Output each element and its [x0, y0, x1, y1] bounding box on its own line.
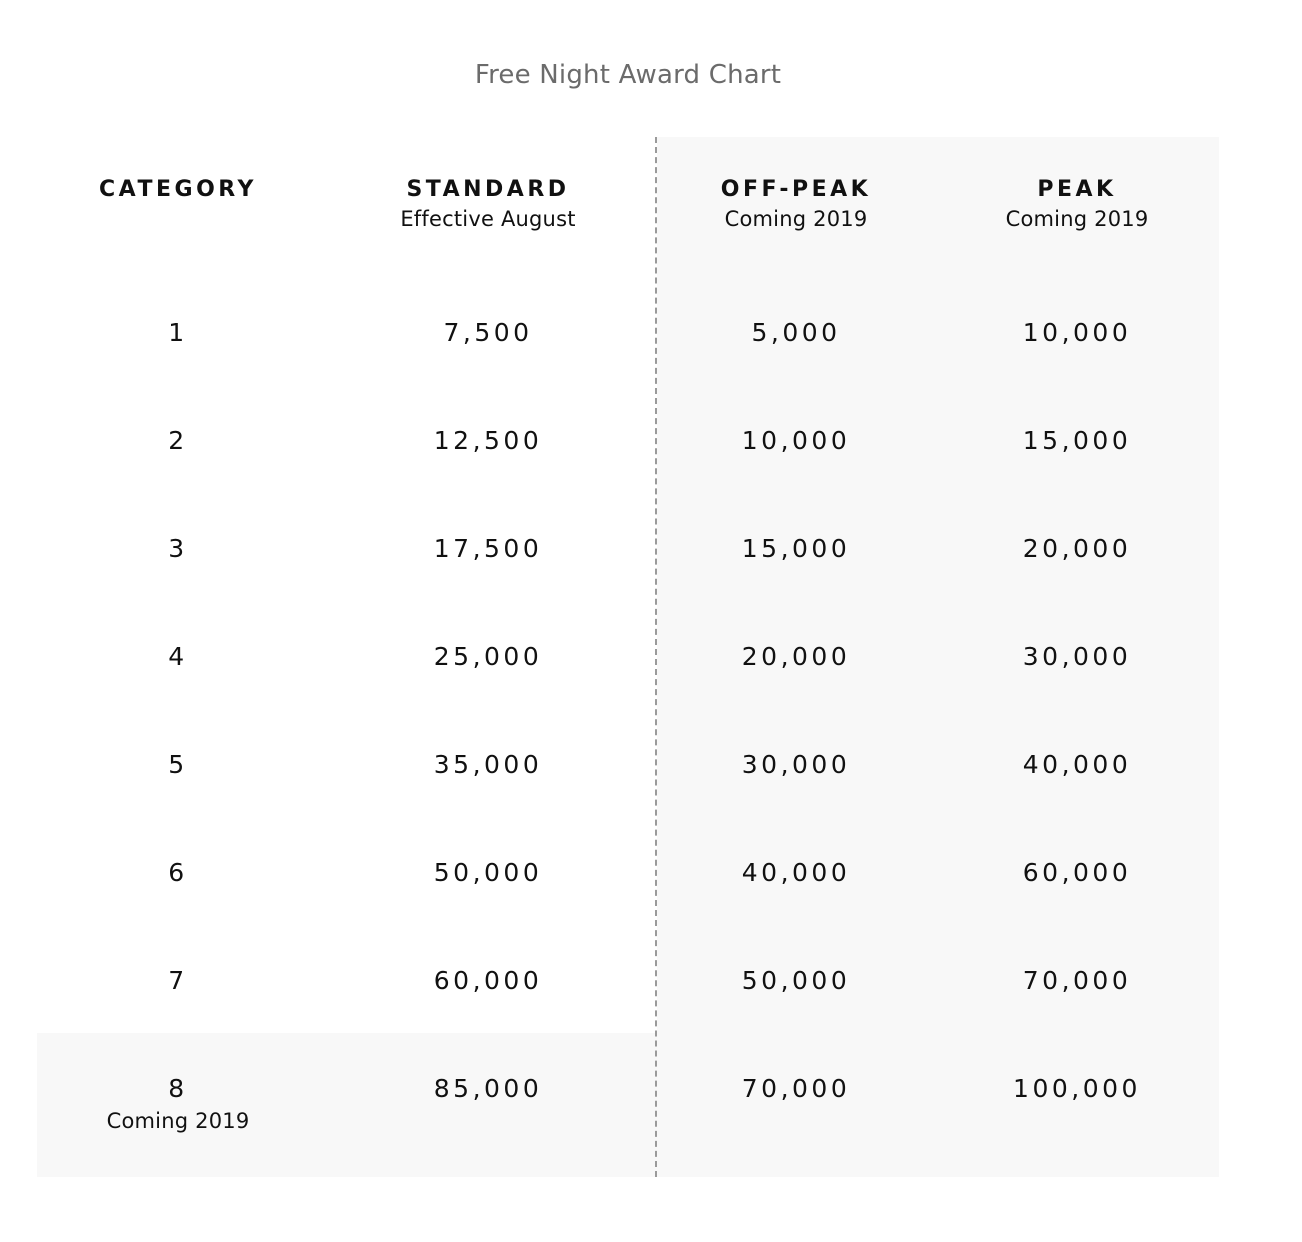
standard-cell: 12,500 [433, 426, 543, 455]
standard-cell: 50,000 [433, 858, 543, 887]
standard-cell: 85,000 [433, 1074, 543, 1103]
off-peak-cell: 70,000 [741, 1074, 851, 1103]
category-value: 3 [168, 534, 188, 563]
peak-cell: 40,000 [1022, 750, 1132, 779]
table-row [0, 424, 1302, 484]
category-value: 8 [168, 1074, 188, 1103]
standard-cell: 17,500 [433, 534, 543, 563]
header-off-peak [721, 176, 871, 234]
standard-cell: 35,000 [433, 750, 543, 779]
table-row [0, 964, 1302, 1024]
standard-cell: 7,500 [443, 318, 533, 347]
peak-cell: 20,000 [1022, 534, 1132, 563]
table-row [0, 532, 1302, 592]
header-off-peak-subtitle: Coming 2019 [724, 207, 868, 231]
chart-title: Free Night Award Chart [474, 60, 782, 90]
table-row [0, 748, 1302, 808]
off-peak-cell: 40,000 [741, 858, 851, 887]
category-value: 4 [168, 642, 188, 671]
header-category-label: CATEGORY [99, 177, 257, 202]
category-value: 6 [168, 858, 188, 887]
header-peak-label: PEAK [1037, 177, 1117, 202]
header-standard-subtitle: Effective August [400, 207, 576, 231]
peak-cell: 100,000 [1013, 1074, 1141, 1103]
header-standard [400, 176, 575, 234]
header-off-peak-label: OFF-PEAK [720, 177, 872, 202]
peak-cell: 60,000 [1022, 858, 1132, 887]
off-peak-cell: 20,000 [741, 642, 851, 671]
header-standard-label: STANDARD [406, 177, 570, 202]
off-peak-cell: 15,000 [741, 534, 851, 563]
peak-cell: 70,000 [1022, 966, 1132, 995]
table-row [0, 640, 1302, 700]
standard-cell: 25,000 [433, 642, 543, 671]
category-cell [168, 964, 187, 998]
category-value: 1 [168, 318, 188, 347]
category-cell [168, 532, 187, 566]
category-value: 7 [168, 966, 188, 995]
peak-cell: 10,000 [1022, 318, 1132, 347]
header-peak [1006, 176, 1149, 234]
category-note: Coming 2019 [106, 1109, 250, 1133]
off-peak-cell: 5,000 [751, 318, 841, 347]
off-peak-cell: 30,000 [741, 750, 851, 779]
category-cell [168, 424, 187, 458]
off-peak-cell: 10,000 [741, 426, 851, 455]
off-peak-cell: 50,000 [741, 966, 851, 995]
category-cell [168, 748, 187, 782]
category-cell [107, 1072, 250, 1136]
standard-cell: 60,000 [433, 966, 543, 995]
category-cell [168, 856, 187, 890]
table-row [0, 856, 1302, 916]
category-value: 2 [168, 426, 188, 455]
table-row [0, 316, 1302, 376]
peak-cell: 15,000 [1022, 426, 1132, 455]
peak-cell: 30,000 [1022, 642, 1132, 671]
header-peak-subtitle: Coming 2019 [1005, 207, 1149, 231]
category-cell [168, 640, 187, 674]
header-category [99, 176, 257, 204]
category-value: 5 [168, 750, 188, 779]
category-cell [168, 316, 187, 350]
table-row [0, 1072, 1302, 1132]
